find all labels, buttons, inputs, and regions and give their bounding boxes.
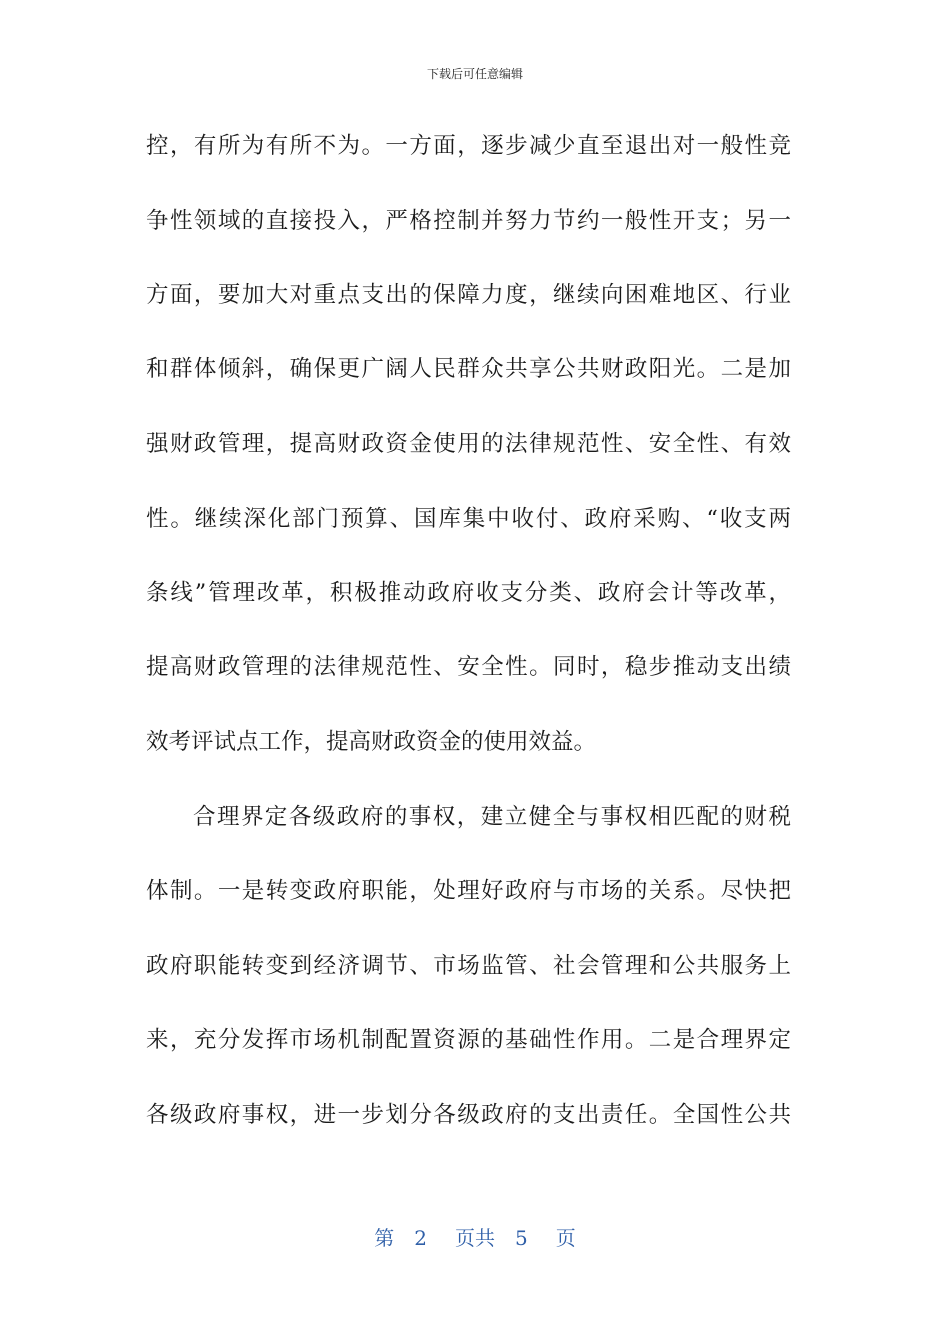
page-header-note: 下载后可任意编辑 bbox=[426, 67, 523, 81]
text-line: 和群体倾斜，确保更广阔人民群众共享公共财政阳光。二是加 bbox=[146, 356, 791, 382]
footer-middle: 页共 bbox=[455, 1226, 495, 1250]
footer-page-number: 2 bbox=[414, 1226, 427, 1250]
footer-total-pages: 5 bbox=[515, 1226, 528, 1250]
text-line: 控，有所为有所不为。一方面，逐步减少直至退出对一般性竞 bbox=[146, 133, 791, 159]
text-line: 方面，要加大对重点支出的保障力度，继续向困难地区、行业 bbox=[146, 282, 791, 308]
footer-prefix: 第 bbox=[374, 1226, 395, 1250]
text-line: 体制。一是转变政府职能，处理好政府与市场的关系。尽快把 bbox=[146, 878, 791, 904]
text-line: 效考评试点工作，提高财政资金的使用效益。 bbox=[146, 729, 597, 755]
text-line: 条线”管理改革，积极推动政府收支分类、政府会计等改革， bbox=[146, 580, 791, 606]
text-line: 争性领域的直接投入，严格控制并努力节约一般性开支；另一 bbox=[146, 208, 791, 234]
text-line: 来，充分发挥市场机制配置资源的基础性作用。二是合理界定 bbox=[146, 1027, 791, 1053]
text-line: 强财政管理，提高财政资金使用的法律规范性、安全性、有效 bbox=[146, 431, 791, 457]
text-line: 政府职能转变到经济调节、市场监管、社会管理和公共服务上 bbox=[146, 953, 791, 979]
text-line: 性。继续深化部门预算、国库集中收付、政府采购、“收支两 bbox=[146, 506, 791, 532]
text-line: 提高财政管理的法律规范性、安全性。同时，稳步推动支出绩 bbox=[146, 654, 791, 680]
footer-suffix: 页 bbox=[555, 1226, 576, 1250]
text-line: 各级政府事权，进一步划分各级政府的支出责任。全国性公共 bbox=[146, 1102, 791, 1128]
page-footer bbox=[0, 1225, 950, 1251]
text-line: 合理界定各级政府的事权，建立健全与事权相匹配的财税 bbox=[193, 804, 791, 830]
